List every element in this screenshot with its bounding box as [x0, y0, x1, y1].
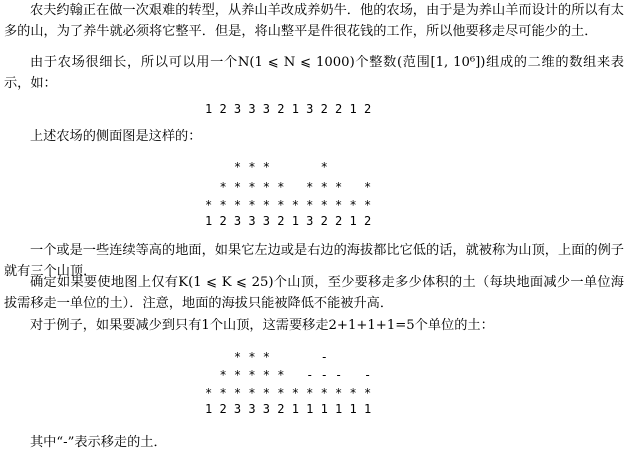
paragraph-array-desc: 由于农场很细长，所以可以用一个N(1 ⩽ N ⩽ 1000)个整数(范围[1, 10⁶])组成的二维的数组来表示，如：	[4, 55, 624, 91]
profile-after-row-2: * * * * * - - - -	[205, 368, 372, 382]
profile-before-row-1: * * * *	[205, 160, 328, 174]
profile-before-row-4: 1 2 3 3 3 2 1 3 2 2 1 2	[205, 214, 372, 228]
profile-after-row-4: 1 2 3 3 3 2 1 1 1 1 1 1	[205, 402, 372, 416]
profile-after-row-1: * * * -	[205, 350, 328, 364]
paragraph-peak-def: 一个或是一些连续等高的地面，如果它左边或是右边的海拔都比它低的话，就被称为山顶，上面的例子就有三个山顶．	[4, 243, 624, 279]
paragraph-intro: 农夫约翰正在做一次艰难的转型，从养山羊改成养奶牛．他的农场，由于是为养山羊而设计的所以有太多的山，为了养牛就必须将它整平．但是，将山整平是件很花钱的工作，所以他要移走尽可能少的土．	[4, 3, 624, 39]
profile-after-row-3: * * * * * * * * * * * *	[205, 386, 372, 400]
profile-before-row-3: * * * * * * * * * * * *	[205, 198, 372, 212]
paragraph-profile-intro: 上述农场的侧面图是这样的：	[30, 129, 202, 144]
paragraph-task: 确定如果要使地图上仅有K(1 ⩽ K ⩽ 25)个山顶，至少要移走多少体积的土（每块地面减少一单位海拔需移走一单位的土）．注意，地面的海拔只能被降低不能被升高．	[4, 275, 624, 311]
paragraph-example-solution: 对于例子，如果要减少到只有1个山顶，这需要移走2+1+1+1=5个单位的土：	[30, 318, 494, 333]
profile-before-row-2: * * * * * * * * *	[205, 180, 372, 194]
example-array: 1 2 3 3 3 2 1 3 2 2 1 2	[205, 102, 372, 116]
paragraph-legend: 其中“-”表示移走的土．	[30, 435, 167, 450]
